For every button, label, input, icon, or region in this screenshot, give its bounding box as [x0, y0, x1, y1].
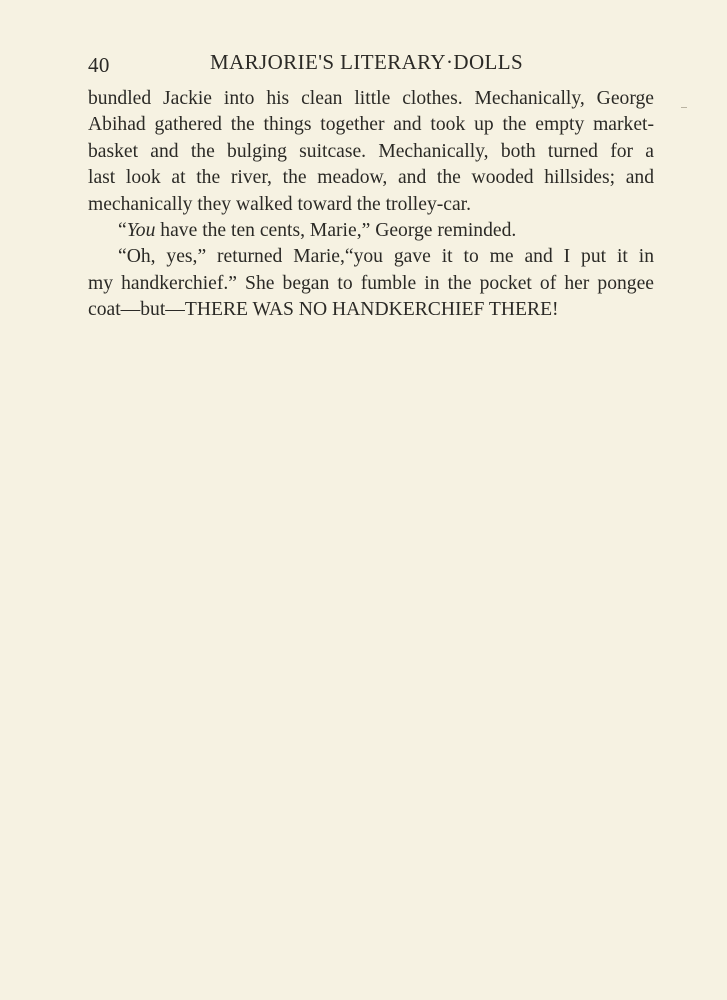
running-head	[88, 50, 654, 80]
text-line: bundled Jackie into his clean little clothes. Mechanically, George	[88, 88, 654, 109]
body-text	[88, 86, 654, 324]
running-title: MARJORIE'S LITERARY·DOLLS	[210, 50, 524, 74]
text-line: basket and the bulging suitcase. Mechanically, both turned for a	[88, 140, 654, 162]
text-line-final: coat—but—THERE WAS NO HANDKERCHIEF THERE!	[88, 299, 559, 321]
open-quote: “	[118, 219, 127, 241]
page-number: 40	[88, 53, 110, 77]
text-line: “Oh, yes,” returned Marie,“you gave it to me and I put it in	[118, 246, 654, 268]
dialogue-rest: have the ten cents, Marie,” George reminded.	[155, 219, 517, 241]
text-line: last look at the river, the meadow, and the wooded hillsides; and	[88, 167, 654, 189]
text-line: mechanically they walked toward the trolley-car.	[88, 193, 472, 215]
text-line: my handkerchief.” She began to fumble in the pocket of her pongee	[88, 272, 654, 294]
emphasized-word: You	[126, 219, 156, 241]
text-line-dialogue	[88, 218, 654, 244]
text-line: Abihad gathered the things together and took up the empty market-	[88, 114, 654, 136]
paper-speck	[681, 107, 687, 108]
